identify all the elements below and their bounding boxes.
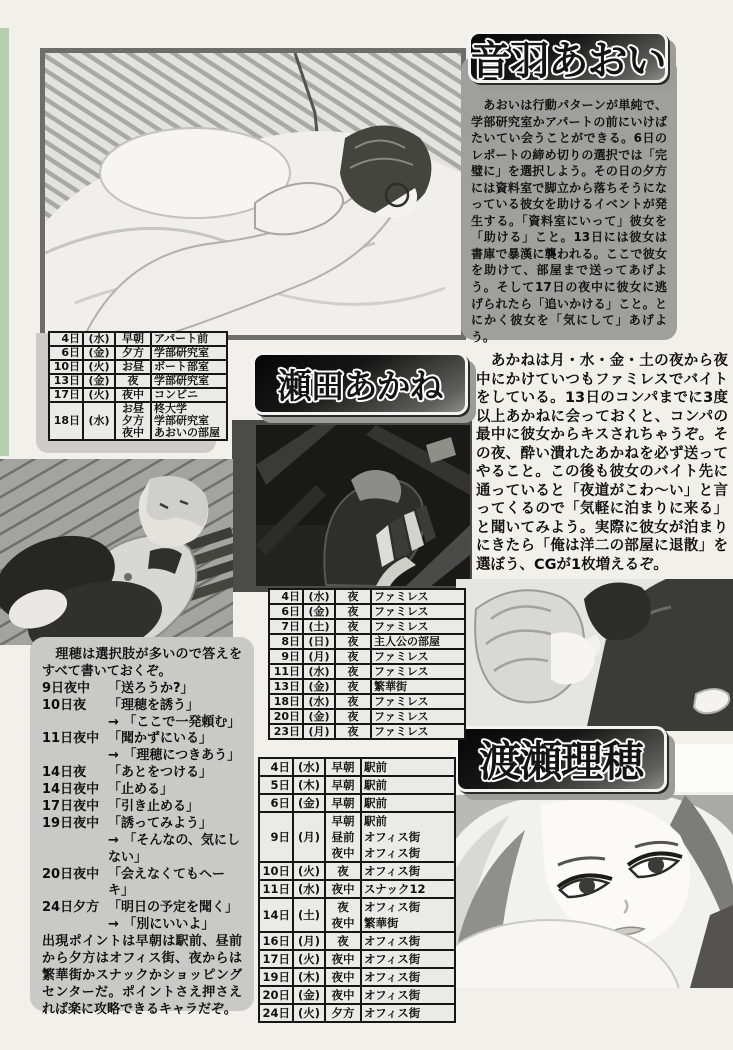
schedule-weekday: (火) — [84, 389, 116, 403]
schedule-day: 4日 — [270, 590, 304, 605]
schedule-row — [260, 881, 456, 899]
choice-label: 「理穂を誘う」 — [108, 697, 200, 713]
schedule-time: 早朝 — [116, 333, 152, 347]
aoi-text-panel — [461, 57, 677, 344]
choice-label: 「送ろうか?」 — [108, 680, 194, 696]
schedule-time: 夜 — [326, 933, 362, 951]
choice-when: 14日夜 — [42, 765, 87, 781]
akane-schedule-table — [268, 588, 466, 740]
schedule-weekday: (金) — [84, 375, 116, 389]
schedule-day: 13日 — [50, 375, 84, 389]
schedule-place: オフィス街 — [362, 987, 456, 1005]
choice-line — [42, 765, 242, 782]
choice-when: 11日夜中 — [42, 731, 100, 747]
schedule-time: 夕方 — [116, 347, 152, 361]
schedule-row — [270, 650, 466, 665]
choice-when: 24日夕方 — [42, 900, 100, 916]
choice-label: 「引き止める」 — [108, 799, 200, 815]
schedule-day: 20日 — [260, 987, 294, 1005]
schedule-row — [50, 347, 228, 361]
schedule-time: 夜中 — [326, 915, 362, 933]
schedule-row — [270, 620, 466, 635]
schedule-time: 夜 — [326, 899, 362, 915]
schedule-time: 早朝 — [326, 777, 362, 795]
schedule-time: 夜中 — [326, 881, 362, 899]
riho-outro: 出現ポイントは早朝は駅前、昼前から夕方はオフィス街、夜からは繁華街かスナックかショッピングセンターだ。ポイントさえ押さえれば楽に攻略できるキャラだぞ。 — [42, 934, 242, 1017]
sitting-girl-illustration — [0, 459, 233, 645]
schedule-place: 繁華街 — [362, 915, 456, 933]
choice-line — [42, 731, 242, 748]
choice-label: 「会えなくてもヘーキ」 — [108, 866, 226, 899]
schedule-weekday: (火) — [294, 951, 326, 969]
schedule-place: 主人公の部屋 — [372, 635, 466, 650]
schedule-place: 学部研究室 — [152, 415, 228, 427]
face-closeup-illustration — [430, 795, 733, 988]
akane-title-text: 瀬田あかね — [277, 367, 443, 407]
aoi-schedule-table — [48, 331, 228, 441]
schedule-day: 11日 — [260, 881, 294, 899]
schedule-weekday: (金) — [294, 795, 326, 813]
schedule-time: 夜 — [336, 725, 372, 740]
schedule-day: 6日 — [260, 795, 294, 813]
choice-followup: → 「理穂につきあう」 — [108, 748, 241, 764]
schedule-place: コンビニ — [152, 389, 228, 403]
schedule-day: 6日 — [270, 605, 304, 620]
schedule-weekday: (月) — [304, 650, 336, 665]
schedule-day: 14日 — [260, 899, 294, 933]
schedule-weekday: (金) — [294, 987, 326, 1005]
schedule-weekday: (月) — [304, 725, 336, 740]
schedule-weekday: (金) — [304, 680, 336, 695]
schedule-day: 18日 — [50, 403, 84, 441]
schedule-row — [270, 695, 466, 710]
schedule-weekday: (水) — [294, 881, 326, 899]
schedule-place: オフィス街 — [362, 845, 456, 863]
schedule-time: 夜 — [336, 620, 372, 635]
schedule-place: ファミレス — [372, 665, 466, 680]
schedule-row — [260, 813, 456, 829]
schedule-row — [260, 795, 456, 813]
choice-line — [42, 782, 242, 799]
schedule-time: 夜 — [336, 680, 372, 695]
schedule-row — [260, 899, 456, 915]
schedule-time: 早朝 — [326, 795, 362, 813]
schedule-time: 夜 — [336, 710, 372, 725]
schedule-row — [270, 665, 466, 680]
schedule-weekday: (水) — [304, 590, 336, 605]
schedule-place: 駅前 — [362, 795, 456, 813]
schedule-time: 夜 — [116, 375, 152, 389]
schedule-row — [270, 590, 466, 605]
schedule-time: 早朝 — [326, 813, 362, 829]
schedule-row — [260, 969, 456, 987]
choice-label: 「明日の予定を聞く」 — [108, 900, 239, 916]
aoi-title-text: 音羽あおい — [470, 37, 666, 84]
schedule-day: 23日 — [270, 725, 304, 740]
choice-line — [42, 799, 242, 816]
schedule-row — [260, 933, 456, 951]
schedule-day: 20日 — [270, 710, 304, 725]
schedule-weekday: (火) — [84, 361, 116, 375]
schedule-row — [270, 680, 466, 695]
schedule-day: 8日 — [270, 635, 304, 650]
schedule-time: 夜中 — [326, 987, 362, 1005]
choice-label: 「止める」 — [108, 782, 174, 798]
schedule-day: 17日 — [50, 389, 84, 403]
schedule-time: 夜 — [336, 590, 372, 605]
night-street-illustration — [256, 425, 470, 586]
choice-when: 14日夜中 — [42, 782, 100, 798]
schedule-day: 10日 — [260, 863, 294, 881]
schedule-row — [260, 987, 456, 1005]
choice-line — [42, 867, 242, 901]
schedule-row — [50, 375, 228, 389]
choice-label: 「聞かずにいる」 — [108, 731, 213, 747]
schedule-day: 18日 — [270, 695, 304, 710]
schedule-place: ボート部室 — [152, 361, 228, 375]
schedule-time: 夜中 — [326, 951, 362, 969]
riho-text-panel — [30, 637, 254, 1017]
schedule-time: 夕方 — [116, 415, 152, 427]
schedule-weekday: (木) — [294, 969, 326, 987]
schedule-place: 繁華街 — [372, 680, 466, 695]
schedule-weekday: (金) — [84, 347, 116, 361]
schedule-place: オフィス街 — [362, 933, 456, 951]
schedule-weekday: (火) — [294, 1005, 326, 1023]
schedule-row — [260, 1005, 456, 1023]
choice-followup: → 「ここで一発頼む」 — [108, 714, 241, 730]
schedule-weekday: (水) — [84, 333, 116, 347]
schedule-time: 夜中 — [116, 427, 152, 441]
character-title-riho — [455, 726, 667, 792]
schedule-place: 駅前 — [362, 813, 456, 829]
choice-line — [42, 816, 242, 833]
schedule-row — [270, 725, 466, 740]
schedule-place: オフィス街 — [362, 863, 456, 881]
schedule-time: 夜 — [326, 863, 362, 881]
riho-title-backing — [660, 744, 733, 792]
schedule-place: 学部研究室 — [152, 347, 228, 361]
schedule-place: 駅前 — [362, 759, 456, 777]
riho-intro: 理穂は選択肢が多いので答えをすべて書いておくぞ。 — [42, 647, 242, 679]
schedule-weekday: (木) — [294, 777, 326, 795]
schedule-place: ファミレス — [372, 650, 466, 665]
kiss-scene-art — [456, 579, 733, 731]
schedule-day: 11日 — [270, 665, 304, 680]
schedule-day: 19日 — [260, 969, 294, 987]
schedule-day: 7日 — [270, 620, 304, 635]
schedule-place: ファミレス — [372, 725, 466, 740]
schedule-time: 夜 — [336, 665, 372, 680]
schedule-row — [270, 635, 466, 650]
schedule-time: 昼前 — [326, 829, 362, 845]
akane-description: あかねは月・水・金・土の夜から夜中にかけていつもファミレスでバイトをしている。13日のコンパまでに3度以上あかねに会っておくと、コンパの最中に彼女からキスされちゃうぞ。その夜、酔い潰れたあかねを必ず送ってやること。この後も彼女のバイト先に通っていると「夜道がこわ〜い」と言ってくるので「気軽に泊まりに来る」と聞いてみよう。実際に彼女が泊まりにきたら「俺は洋二の部屋に退散」を選ぼう、CGが1枚増えるぞ。 — [476, 353, 728, 574]
schedule-time: お昼 — [116, 403, 152, 415]
choice-line — [42, 900, 242, 917]
schedule-time: 早朝 — [326, 759, 362, 777]
schedule-place: ファミレス — [372, 695, 466, 710]
schedule-place: あおいの部屋 — [152, 427, 228, 441]
bed-scene-art — [45, 53, 461, 335]
schedule-place: ファミレス — [372, 710, 466, 725]
schedule-place: ファミレス — [372, 605, 466, 620]
schedule-place: オフィス街 — [362, 1005, 456, 1023]
kiss-scene-illustration — [456, 579, 733, 731]
schedule-day: 17日 — [260, 951, 294, 969]
schedule-day: 16日 — [260, 933, 294, 951]
night-street-art — [256, 425, 470, 586]
schedule-row — [50, 333, 228, 347]
schedule-time: 夜中 — [326, 969, 362, 987]
schedule-day: 13日 — [270, 680, 304, 695]
schedule-time: 夜中 — [116, 389, 152, 403]
schedule-day: 6日 — [50, 347, 84, 361]
schedule-time: 夜中 — [326, 845, 362, 863]
riho-choice-list — [42, 681, 242, 934]
schedule-weekday: (金) — [304, 605, 336, 620]
schedule-place: ファミレス — [372, 620, 466, 635]
choice-line — [42, 681, 242, 698]
schedule-time: 夜 — [336, 695, 372, 710]
schedule-weekday: (水) — [304, 665, 336, 680]
schedule-row — [50, 361, 228, 375]
schedule-place: 柊大学 — [152, 403, 228, 415]
schedule-row — [270, 605, 466, 620]
schedule-day: 10日 — [50, 361, 84, 375]
sitting-girl-art — [0, 459, 233, 645]
choice-line — [42, 698, 242, 715]
schedule-day: 9日 — [270, 650, 304, 665]
schedule-row — [260, 777, 456, 795]
schedule-weekday: (月) — [294, 813, 326, 863]
schedule-time: 夜 — [336, 650, 372, 665]
schedule-weekday: (月) — [294, 933, 326, 951]
schedule-place: 駅前 — [362, 777, 456, 795]
schedule-row — [260, 863, 456, 881]
schedule-place: アパート前 — [152, 333, 228, 347]
aoi-description: あおいは行動パターンが単純で、学部研究室かアパートの前にいけばたいてい会うことができる。6日のレポートの締め切りの選択では「完璧に」を選択しよう。その日の夕方には資料室で脚立から落ちそうになっている彼女を助けるイベントが発生する。「資料室にいって」彼女を「助ける」こと。13日には彼女は書庫で暴漢に襲われる。ここで彼女を助けて、部屋まで送ってあげよう。そして17日の夜中に彼女に逃げられたら「追いかける」こと。とにかく彼女を「気にして」あげよう。 — [471, 98, 667, 344]
schedule-place: ファミレス — [372, 590, 466, 605]
page-edge-strip — [0, 28, 9, 456]
schedule-time: お昼 — [116, 361, 152, 375]
schedule-place: オフィス街 — [362, 951, 456, 969]
schedule-row — [50, 389, 228, 403]
schedule-weekday: (日) — [304, 635, 336, 650]
face-closeup-art — [430, 795, 733, 988]
schedule-place: スナック12 — [362, 881, 456, 899]
character-title-akane — [252, 352, 468, 415]
schedule-time: 夜 — [336, 605, 372, 620]
schedule-place: オフィス街 — [362, 969, 456, 987]
schedule-time: 夜 — [336, 635, 372, 650]
schedule-weekday: (土) — [304, 620, 336, 635]
schedule-place: 学部研究室 — [152, 375, 228, 389]
choice-when: 20日夜中 — [42, 866, 100, 882]
schedule-time: 夕方 — [326, 1005, 362, 1023]
choice-followup: → 「別にいいよ」 — [108, 917, 215, 933]
schedule-place: オフィス街 — [362, 899, 456, 915]
choice-when: 10日夜 — [42, 697, 87, 713]
schedule-weekday: (金) — [304, 710, 336, 725]
choice-label: 「あとをつける」 — [108, 765, 213, 781]
schedule-weekday: (土) — [294, 899, 326, 933]
riho-title-text: 渡瀬理穂 — [478, 737, 643, 786]
schedule-place: オフィス街 — [362, 829, 456, 845]
choice-when: 19日夜中 — [42, 815, 100, 831]
schedule-day: 9日 — [260, 813, 294, 863]
schedule-day: 5日 — [260, 777, 294, 795]
schedule-row — [270, 710, 466, 725]
schedule-row — [260, 759, 456, 777]
schedule-weekday: (火) — [294, 863, 326, 881]
schedule-day: 24日 — [260, 1005, 294, 1023]
choice-when: 9日夜中 — [42, 680, 91, 696]
schedule-weekday: (水) — [84, 403, 116, 441]
riho-schedule-table — [258, 757, 456, 1023]
schedule-row — [260, 951, 456, 969]
choice-followup: → 「そんなの、気にしない」 — [108, 832, 240, 865]
schedule-weekday: (水) — [304, 695, 336, 710]
schedule-weekday: (水) — [294, 759, 326, 777]
schedule-day: 4日 — [50, 333, 84, 347]
choice-label: 「誘ってみよう」 — [108, 815, 213, 831]
choice-when: 17日夜中 — [42, 799, 100, 815]
bed-scene-illustration — [40, 48, 466, 340]
schedule-day: 4日 — [260, 759, 294, 777]
character-title-aoi — [468, 31, 668, 83]
